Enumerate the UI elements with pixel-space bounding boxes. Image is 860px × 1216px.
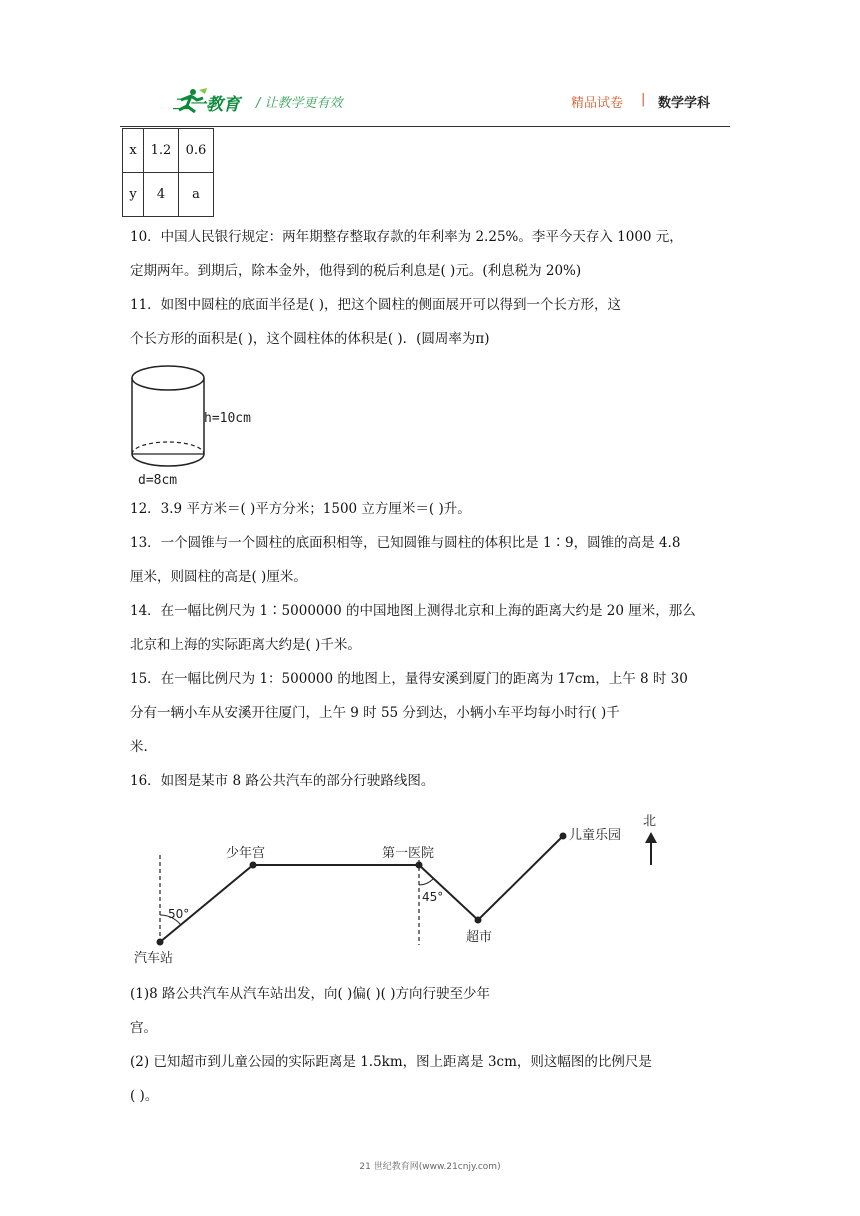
- question-16-2-line1: (2) 已知超市到儿童公园的实际距离是 1.5km，图上距离是 3cm，则这幅图的比例尺是: [130, 1054, 652, 1070]
- table-row: [123, 173, 214, 217]
- header-divider: [120, 126, 730, 127]
- table-cell: x: [123, 129, 144, 173]
- xy-table: [122, 128, 214, 217]
- question-12: 12．3.9 平方米＝( )平方分米；1500 立方厘米＝( )升。: [130, 501, 471, 517]
- angle-label-50: 50°: [168, 907, 190, 921]
- north-arrow-icon: [645, 832, 657, 865]
- question-15-line1: 15．在一幅比例尺为 1：500000 的地图上，量得安溪到厦门的距离为 17cm，上午 8 时 30: [130, 671, 688, 687]
- table-cell: 0.6: [179, 129, 214, 173]
- footer-text: 21 世纪教育网(www.21cnjy.com): [359, 1162, 501, 1172]
- question-15-line2: 分有一辆小车从安溪开往厦门，上午 9 时 55 分到达，小辆小车平均每小时行( )千: [130, 705, 620, 721]
- slogan: / 让教学更有效: [256, 96, 343, 111]
- question-10-line2: 定期两年。到期后，除本金外，他得到的税后利息是( )元。(利息税为 20%): [130, 263, 582, 279]
- question-15-line3: 米.: [130, 739, 148, 755]
- cylinder-figure: [126, 360, 276, 490]
- table-row: [123, 129, 214, 173]
- stop-dot: [475, 917, 482, 924]
- route-map: [126, 805, 686, 975]
- logo-text: 二一教育: [172, 95, 240, 115]
- label-supermarket: 超市: [466, 930, 493, 945]
- height-label: h=10cm: [204, 411, 251, 426]
- tag-separator: |: [641, 92, 646, 107]
- label-hospital: 第一医院: [382, 846, 435, 861]
- question-11-line1: 11．如图中圆柱的底面半径是( )，把这个圆柱的侧面展开可以得到一个长方形，这: [130, 297, 622, 313]
- label-north: 北: [643, 814, 657, 829]
- table-cell: y: [123, 173, 144, 217]
- label-park: 儿童乐园: [569, 828, 622, 843]
- question-13-line2: 厘米，则圆柱的高是( )厘米。: [130, 569, 307, 585]
- question-16-1-line1: (1)8 路公共汽车从汽车站出发，向( )偏( )( )方向行驶至少年: [130, 986, 490, 1002]
- stop-dot: [250, 862, 257, 869]
- diameter-label: d=8cm: [138, 473, 178, 488]
- table-cell: a: [179, 173, 214, 217]
- question-14-line2: 北京和上海的实际距离大约是( )千米。: [130, 637, 361, 653]
- bus-route-line: [160, 836, 563, 942]
- question-13-line1: 13．一个圆锥与一个圆柱的底面积相等，已知圆锥与圆柱的体积比是 1∶9，圆锥的高是 4.8: [130, 535, 681, 551]
- table-cell: 4: [144, 173, 179, 217]
- question-10-line1: 10．中国人民银行规定：两年期整存整取存款的年利率为 2.25%。李平今天存入 1000 元，: [130, 229, 683, 245]
- tag-premium: 精品试卷: [571, 96, 624, 111]
- cylinder-top: [132, 366, 204, 390]
- label-youth-palace: 少年宫: [226, 846, 266, 861]
- stop-dot: [416, 862, 423, 869]
- stop-dot: [560, 833, 567, 840]
- question-11-line2: 个长方形的面积是( )，这个圆柱体的体积是( )．(圆周率为π): [130, 331, 490, 347]
- table-cell: 1.2: [144, 129, 179, 173]
- tag-subject: 数学学科: [658, 96, 711, 111]
- question-14-line1: 14．在一幅比例尺为 1∶5000000 的中国地图上测得北京和上海的距离大约是 20 厘米，那么: [130, 603, 696, 619]
- stop-dot: [157, 939, 164, 946]
- label-bus-station: 汽车站: [134, 951, 174, 966]
- question-16-1-line2: 宫。: [130, 1020, 157, 1036]
- question-16: 16．如图是某市 8 路公共汽车的部分行驶路线图。: [130, 773, 435, 789]
- angle-label-45: 45°: [422, 890, 444, 904]
- question-16-2-line2: ( )。: [130, 1088, 159, 1104]
